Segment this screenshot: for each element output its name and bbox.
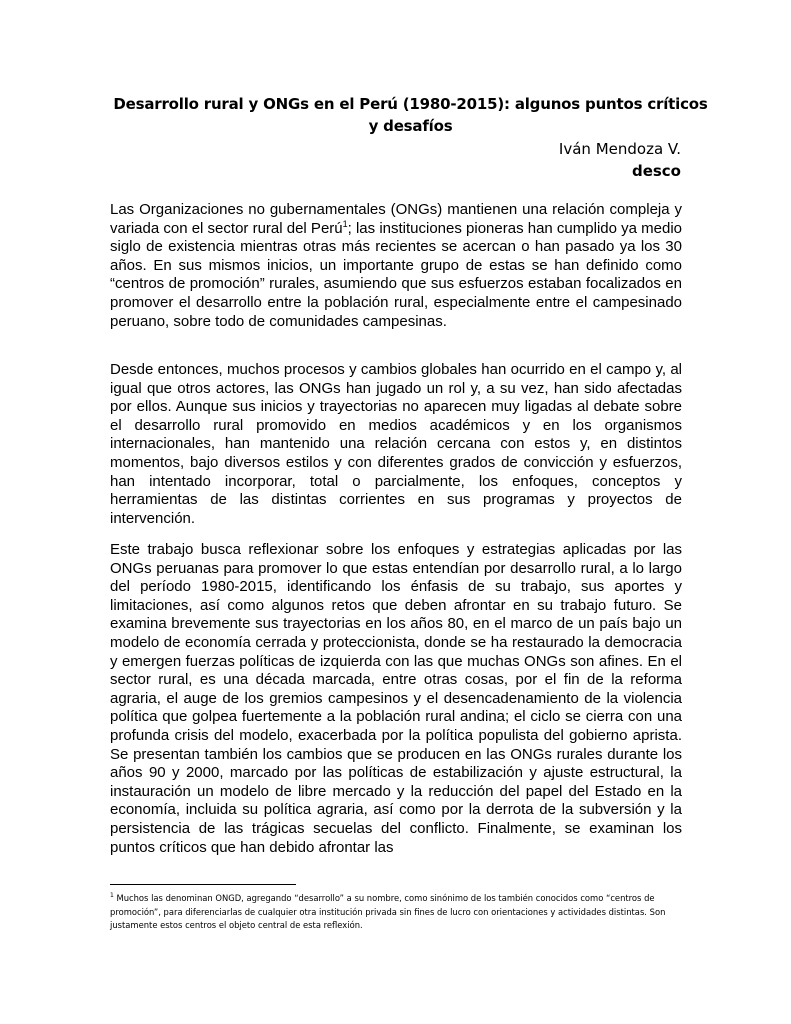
document-title: Desarrollo rural y ONGs en el Perú (1980-2015): algunos puntos críticos y desafíos [113,95,708,135]
paragraph-1-text-end: ; las instituciones pioneras han cumplido ya medio siglo de existencia mientras otras más recientes se acercan o han pasado ya los 30 años. En sus mismos inicios, un importante grupo de estas se han definido como “centros de promoción” rurales, asumiendo que sus esfuerzos estaban focalizados en promover el desarrollo entre la población rural, especialmente entre el campesinado peruano, sobre todo de comunidades campesinas. [110,219,682,330]
footnote-text: Muchos las denominan ONGD, agregando “desarrollo” a su nombre, como sinónimo de los también conocidos como “centros de promoción”, para diferenciarlas de cualquier otra institución privada sin fines de lucro con orientaciones y actividades distintas. Son justamente estos centros el objeto central de esta reflexión. [110,893,666,930]
body-paragraph-1 [110,201,682,331]
author-name: Iván Mendoza V. [558,140,681,158]
footnote-separator [110,884,296,885]
organization-name: desco [631,162,681,180]
footnote-reference: 1 [342,218,348,229]
footnote-number: 1 [110,892,114,900]
paragraph-1-text-start: Las Organizaciones no gubernamentales (ONGs) mantienen una relación compleja y variada con el sector rural del Perú [110,201,682,237]
footnote [110,892,682,933]
body-paragraph-3: Este trabajo busca reflexionar sobre los enfoques y estrategias aplicadas por las ONGs peruanas para promover lo que estas entendían por desarrollo rural, a lo largo del período 1980-2015, identificando los énfasis de su trabajo, sus aportes y limitaciones, así como algunos retos que deben afrontar en su trabajo futuro. Se examina brevemente sus trayectorias en los años 80, en el marco de un país bajo un modelo de economía cerrada y proteccionista, donde se ha restaurado la democracia y emergen fuerzas políticas de izquierda con las que muchas ONGs son afines. En el sector rural, es una década marcada, entre otras cosas, por el fin de la reforma agraria, el auge de los gremios campesinos y el desencadenamiento de la violencia política que golpea fuertemente a la población rural andina; el ciclo se cierra con una profunda crisis del modelo, exacerbada por la política populista del gobierno aprista. Se presentan también los cambios que se producen en las ONGs rurales durante los años 90 y 2000, marcado por las políticas de estabilización y ajuste estructural, la instauración un modelo de libre mercado y la reducción del papel del Estado en la economía, incluida su política agraria, así como por la derrota de la subversión y la persistencia de las trágicas secuelas del conflicto. Finalmente, se examinan los puntos críticos que han debido afrontar las [110,541,682,856]
body-paragraph-2: Desde entonces, muchos procesos y cambios globales han ocurrido en el campo y, al igual que otros actores, las ONGs han jugado un rol y, a su vez, han sido afectadas por ellos. Aunque sus inicios y trayectorias no aparecen muy ligadas al debate sobre el desarrollo rural promovido en medios académicos y en los organismos internacionales, han mantenido una relación cercana con estos y, en distintos momentos, bajo diversos estilos y con diferentes grados de convicción y esfuerzos, han intentado incorporar, total o parcialmente, los enfoques, conceptos y herramientas de las distintas corrientes en sus programas y proyectos de intervención. [110,361,682,527]
